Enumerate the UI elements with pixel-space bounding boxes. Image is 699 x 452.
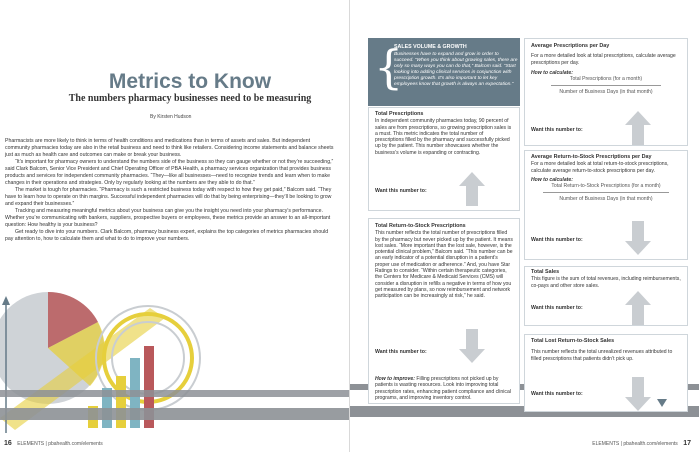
formula-divider <box>543 192 669 193</box>
footer-left <box>4 440 103 447</box>
byline: By Kirsten Hudson <box>150 114 192 120</box>
article-body <box>5 138 335 244</box>
want-label: Want this number to: <box>531 237 583 243</box>
decorative-stripe <box>0 408 349 420</box>
metric-card-avg-return-to-stock <box>524 150 688 260</box>
formula-numerator: Total Prescriptions (for a month) <box>569 76 643 83</box>
metric-card-return-to-stock <box>368 218 520 404</box>
arrow-up-icon <box>459 172 485 206</box>
paragraph: Get ready to dive into your numbers. Clark Balcom, pharmacy business expert, explains the top categories of metrics pharmacies should pay attention to, how to calculate them and what to do to improve your numbers. <box>5 229 329 243</box>
page-number: 16 <box>4 440 12 447</box>
metric-title: Total Sales <box>531 269 560 275</box>
decorative-chart-illustration <box>0 258 349 438</box>
metric-title: Average Return-to-Stock Prescriptions per Day <box>531 154 652 160</box>
formula-numerator: Total Return-to-Stock Prescriptions (for a month) <box>551 183 661 190</box>
calc-label: How to calculate: <box>531 176 573 183</box>
axis-arrow-icon <box>2 296 10 305</box>
metric-card-total-sales <box>524 266 688 326</box>
metric-description: This number reflects the total unrealized revenues attributed to filled prescriptions that patients didn’t pick up. <box>531 349 673 362</box>
arrow-down-icon <box>625 221 651 255</box>
metric-description: For a more detailed look at total prescriptions, calculate average prescriptions per day. <box>531 53 676 66</box>
footer-publication: ELEMENTS | pbahealth.com/elements <box>17 441 103 447</box>
metric-title: Total Return-to-Stock Prescriptions <box>375 223 466 229</box>
paragraph: The market is tough for pharmacies. “Pharmacy is such a restricted business today with respect to how they get paid,” Balcom said. “They have to learn how to operate on thin margins. Successful independent pharmacies will do that by being enterprising—they’ll be looking to grow and expand their businesses.” <box>5 187 332 207</box>
metric-title: Average Prescriptions per Day <box>531 43 610 49</box>
formula-denominator: Number of Business Days (in that month) <box>559 196 653 203</box>
metric-description: In independent community pharmacies today, 90 percent of sales are from prescriptions, so growing prescription sales is a must. This metric indicates the total number of prescriptions filled by the pharmacy and successfully picked up by the patient. This number showcases whether the business’s volume is expanding or contracting. <box>375 118 512 156</box>
footer-right <box>592 440 691 447</box>
footer-publication: ELEMENTS | pbahealth.com/elements <box>592 441 678 447</box>
metric-description: This number reflects the total number of prescriptions filled by the pharmacy but never picked up by the patient. It means lost sales. “More important than the lost sale, however, is the potential clinical problem,” Balcom said. “This number can be an early indicator of a potential disruption in a patient’s proper use of medication or adherence.” And, you have Star Ratings to consider. “Within certain therapeutic categories, the Centers for Medicare & Medicaid Services (CMS) will consider a disruption in refills a negative in terms of how you get measured by plans, so now reimbursement and network participation can be increasingly at risk,” he said. <box>375 230 513 300</box>
metric-description: This figure is the sum of total revenues, including reimbursements, co-pays and other store sales. <box>531 276 681 289</box>
metric-card-total-prescriptions <box>368 107 520 211</box>
improve-text: Filling prescriptions not picked up by patients is wasting resources. Look into improving total prescription rates, enhancing patient compliance and clinical programs, and improving inventory control. <box>375 376 511 401</box>
right-page <box>350 0 699 452</box>
metric-card-lost-rts-sales <box>524 334 688 412</box>
want-label: Want this number to: <box>531 391 583 397</box>
sidebar-title: SALES VOLUME & GROWTH <box>394 44 467 50</box>
metric-title: Total Lost Return-to-Stock Sales <box>531 338 615 344</box>
improve-label: How to improve: <box>375 376 415 382</box>
article-title: Metrics to Know <box>108 70 272 93</box>
improve-note <box>375 376 515 401</box>
page-number: 17 <box>683 440 691 447</box>
metric-description: For a more detailed look at total return-to-stock prescriptions, calculate average return-to-stock prescriptions per day. <box>531 161 669 174</box>
formula-denominator: Number of Business Days (in that month) <box>559 89 653 96</box>
formula-divider <box>551 85 661 86</box>
decorative-bar <box>116 376 126 428</box>
want-label: Want this number to: <box>531 127 583 133</box>
arrow-down-icon <box>625 377 651 411</box>
left-page <box>0 0 349 452</box>
small-triangle-icon <box>657 399 667 407</box>
sidebar-header <box>368 38 520 106</box>
want-label: Want this number to: <box>531 305 583 311</box>
calc-label: How to calculate: <box>531 69 573 76</box>
arrow-up-icon <box>625 291 651 325</box>
paragraph: “It’s important for pharmacy owners to understand the numbers side of the business so they can gauge whether or not they’re succeeding,” said Clark Balcom, Senior Vice President and Chief Operating Officer of PBA Health, a pharmacy services organization that provides business products and services for independent community pharmacies. “They—like all businesses—need to recognize trends and learn when to make changes in their operations and strategies. Only by regularly looking at the numbers are they able to do that.” <box>5 159 334 186</box>
paragraph: Tracking and measuring meaningful metrics about your business can give you the insight you need into your pharmacy’s performance. Whether you’re communicating with bankers, suppliers, prospective buyers or employees, these metrics provide an answer to an all-important question: How healthy is your business? <box>5 208 331 229</box>
metric-card-avg-prescriptions <box>524 38 688 146</box>
metric-title: Total Prescriptions <box>375 111 424 117</box>
want-label: Want this number to: <box>375 349 427 355</box>
arrow-up-icon <box>625 111 651 145</box>
arrow-down-icon <box>459 329 485 363</box>
sidebar-quote: Businesses have to expand and grow in order to succeed. “When you think about growing sales, there are only so many ways you can do that,” Balcom said. “Start looking into adding clinical services in conjunction with prescription growth. It’s also important to let key employees know that growth is always an expectation.” <box>394 52 518 87</box>
decorative-stripe <box>0 390 349 397</box>
article-subtitle: The numbers pharmacy businesses need to be measuring <box>68 93 312 104</box>
want-label: Want this number to: <box>375 188 427 194</box>
paragraph: Pharmacists are more likely to think in terms of health conditions and medications than in terms of assets and sales. But independent community pharmacies today are also in the retail business and need to think like retailers. Considering income statements and balance sheets just as much as health care and outcomes can make or break your business. <box>5 138 334 158</box>
brace-icon: { <box>374 40 404 94</box>
